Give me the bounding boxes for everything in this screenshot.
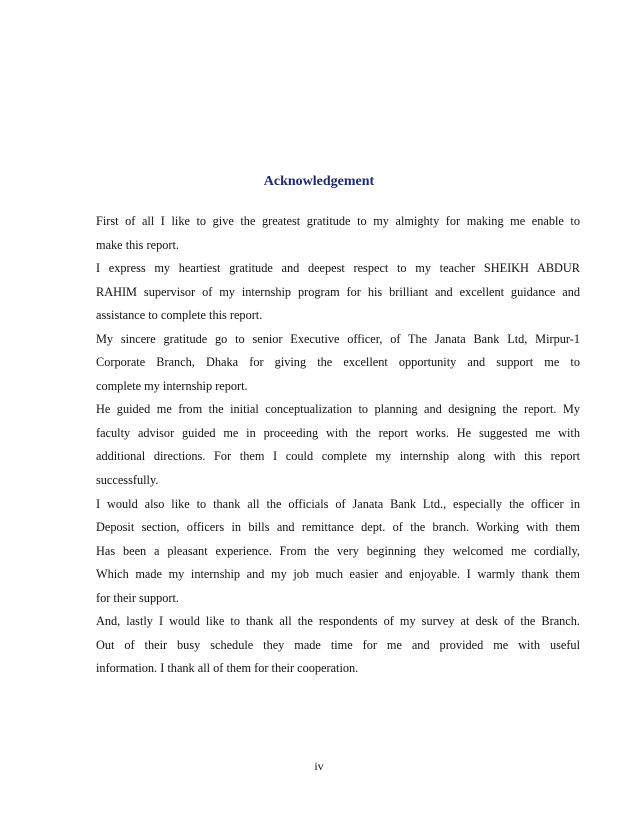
text-line: successfully. xyxy=(96,473,159,488)
text-line: Has been a pleasant experience. From the very beginning they welcomed me cordially, xyxy=(96,543,580,558)
text-line: Deposit section, officers in bills and remittance dept. of the branch. Working with them xyxy=(96,520,580,535)
page-title: Acknowledgement xyxy=(263,174,375,189)
text-line: Out of their busy schedule they made time for me and provided me with useful xyxy=(96,637,580,652)
text-line: assistance to complete this report. xyxy=(96,308,263,323)
text-line: make this report. xyxy=(96,237,179,252)
text-line: complete my internship report. xyxy=(96,378,248,393)
text-line: My sincere gratitude go to senior Executive officer, of The Janata Bank Ltd, Mirpur-1 xyxy=(96,331,580,346)
acknowledgement-body xyxy=(96,210,580,681)
page-number: iv xyxy=(314,759,324,773)
text-line: information. I thank all of them for their cooperation. xyxy=(96,661,359,676)
text-line: First of all I like to give the greatest gratitude to my almighty for making me enable to xyxy=(96,214,580,228)
text-line: faculty advisor guided me in proceeding with the report works. He suggested me with xyxy=(96,425,580,440)
text-line: for their support. xyxy=(96,590,179,605)
text-line: additional directions. For them I could complete my internship along with this report xyxy=(96,449,580,464)
text-line: I would also like to thank all the officials of Janata Bank Ltd., especially the officer in xyxy=(96,496,580,511)
text-line: I express my heartiest gratitude and deepest respect to my teacher SHEIKH ABDUR xyxy=(96,261,580,276)
text-line: RAHIM supervisor of my internship program for his brilliant and excellent guidance and xyxy=(96,284,580,299)
text-line: And, lastly I would like to thank all the respondents of my survey at desk of the Branch. xyxy=(96,614,580,629)
text-line: Which made my internship and my job much easier and enjoyable. I warmly thank them xyxy=(96,567,580,582)
text-line: He guided me from the initial conceptualization to planning and designing the report. My xyxy=(96,402,580,417)
text-line: Corporate Branch, Dhaka for giving the excellent opportunity and support me to xyxy=(96,355,580,370)
